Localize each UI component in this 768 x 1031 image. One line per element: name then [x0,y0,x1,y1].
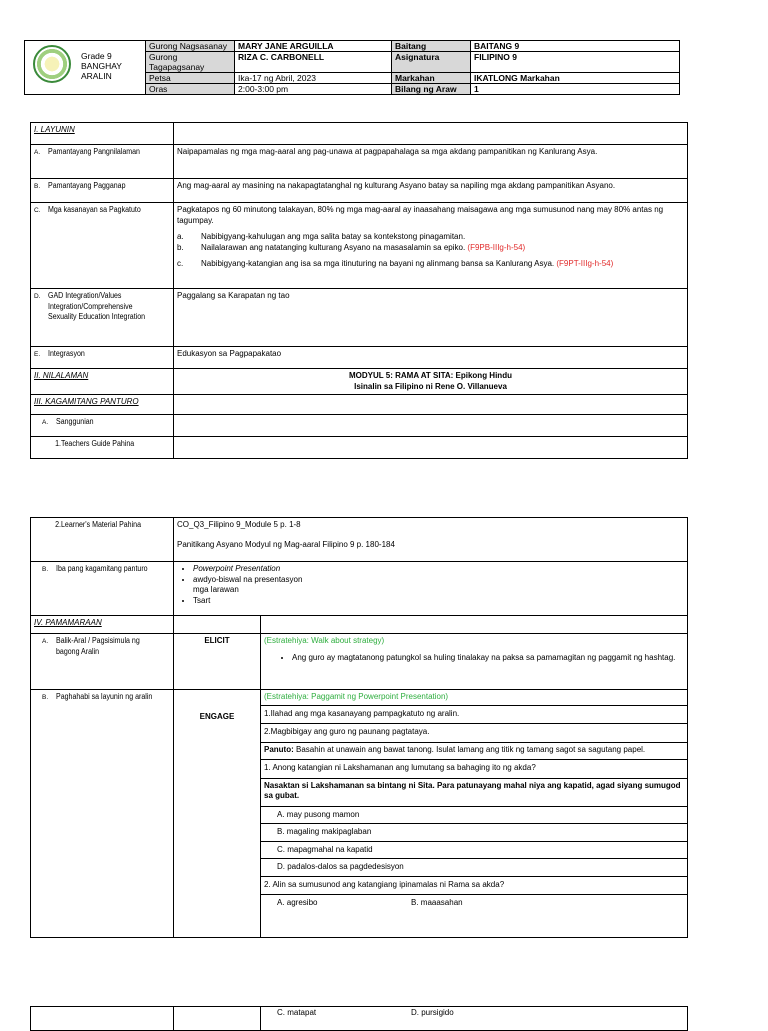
header-value: 1 [471,84,680,95]
row-content: CO_Q3_Filipino 9_Module 5 p. 1-8 Panitikang Asyano Modyul ng Mag-aaral Filipino 9 p. 180-184 [174,518,688,562]
section-heading: I. LAYUNIN [31,123,174,145]
lesson-header-table [24,40,680,95]
row-content: Pagkatapos ng 60 minutong talakayan, 80% ng mga mag-aaral ay inaasahang maisagawa ang mga sumusunod nang may 80% antas ng tagumpay. a. Nabibigyang-kahulugan ang mga salita batay sa kontekstong pinagamitan. b. Nailalarawan ang natatanging kulturang Asyano na masasalamin sa epiko. (F9PB-IIIg-h-54) c. Nabibigyang-katangian ang isa sa mga itinuturing na bayani ng alinmang bansa sa Kanlurang Asya. (F9PT-IIIg-h-54) [174,203,688,289]
question: 1. Anong katangian ni Lakshamanan ang lumutang sa bahaging ito ng akda? [261,760,687,779]
header-value: MARY JANE ARGUILLA [235,41,392,52]
phase-label: ENGAGE [174,690,261,938]
list-item: • Ang guro ay magtatanong patungkol sa huling tinalakay na paksa sa pamamagitan ng paggamit ng hashtag. [292,653,684,664]
question: 2. Alin sa sumusunod ang katangiang ipinamalas ni Rama sa akda? [261,877,687,896]
header-label: Markahan [392,73,471,84]
choice: C. matapat [277,1008,317,1017]
phase-label: ELICIT [174,634,261,690]
row-label: 2.Learner's Material Pahina [31,518,174,562]
row-label: A. Balik-Aral / Pagsisimula ng bagong Aralin [31,634,174,690]
row-content: Ang mag-aaral ay masining na nakapagtatanghal ng kulturang Asyano batay sa napiling mga akdang pampanitikan Asyano. [174,179,688,203]
header-value: BAITANG 9 [471,41,680,52]
procedure-table [30,517,688,938]
header-value: Ika-17 ng Abril, 2023 [235,73,392,84]
section-heading: IV. PAMAMARAAN [31,616,174,634]
instructions: Panuto: Basahin at unawain ang bawat tanong. Isulat lamang ang titik ng tamang sagot sa sagutang papel. [261,743,687,761]
choice: D. pursigido [411,1008,454,1017]
row-content: (Estratehiya: Paggamit ng Powerpoint Presentation) 1.Ilahad ang mga kasanayang pampagkatuto ng aralin. 2.Magbibigay ang guro ng paunang pagtataya. Panuto: Basahin at unawain ang bawat tanong. Isulat lamang ang titik ng tamang sagot sa sagutang papel. 1. Anong katangian ni Lakshamanan ang lumutang sa bahaging ito ng akda? Nasaktan si Lakshamanan sa bintang ni Sita. Para patunayang mahal niya ang kapatid, agad siyang sumugod sa gubat. A. may pusong mamon B. magaling makipaglaban C. mapagmahal na kapatid D. padalos-dalos sa pagdedesisyon 2. Alin sa sumusunod ang katangiang ipinamalas ni Rama sa akda? A. agresibo B. maaasahan [261,690,688,938]
choice-row [261,1007,688,1031]
row-label: E. Integrasyon [31,347,174,369]
header-label: Gurong Tagapagsanay [146,52,235,73]
header-label: Oras [146,84,235,95]
header-label: Bilang ng Araw [392,84,471,95]
choice: D. padalos-dalos sa pagdedesisyon [261,859,687,877]
row-content: (Estratehiya: Walk about strategy) • Ang guro ay magtatanong patungkol sa huling tinalakay na paksa sa pamamagitan ng paggamit ng hashtag. [261,634,688,690]
choice: B. maaasahan [411,898,463,907]
section-heading: II. NILALAMAN [31,369,174,395]
row-label: B. Pamantayang Pagganap [31,179,174,203]
choice: A. may pusong mamon [261,807,687,825]
row-label: B. Paghahabi sa layunin ng aralin [31,690,174,938]
module-title: MODYUL 5: RAMA AT SITA: Epikong Hindu Isinalin sa Filipino ni Rene O. Villanueva [174,369,688,395]
header-label: Baitang [392,41,471,52]
header-label: Petsa [146,73,235,84]
choice: B. magaling makipaglaban [261,824,687,842]
list-item: • Powerpoint Presentation [193,564,684,575]
header-label: Gurong Nagsasanay [146,41,235,52]
choice: C. mapagmahal na kapatid [261,842,687,860]
header-value: 2:00-3:00 pm [235,84,392,95]
continuation-table [30,1006,688,1031]
list-item: • Tsart [193,596,684,607]
header-value: RIZA C. CARBONELL [235,52,392,73]
list-item: • awdyo-biswal na presentasyon [193,575,684,586]
objectives-table [30,122,688,459]
header-logo-cell [25,41,146,95]
row-label: 1.Teachers Guide Pahina [31,437,174,459]
grade-title: Grade 9 BANGHAY ARALIN [81,51,122,81]
objective-b: b. Nailalarawan ang natatanging kulturang Asyano na masasalamin sa epiko. (F9PB-IIIg-h-54) [177,242,526,252]
objective-c: c. Nabibigyang-katangian ang isa sa mga itinuturing na bayani ng alinmang bansa sa Kanlurang Asya. (F9PT-IIIg-h-54) [177,259,614,268]
header-value: FILIPINO 9 [471,52,680,73]
row-content: Naipapamalas ng mga mag-aaral ang pag-unawa at pagpapahalaga sa mga akdang pampanitikan ng Kanlurang Asya. [174,145,688,179]
header-label: Asignatura [392,52,471,73]
row-label: A. Sanggunian [31,415,174,437]
row-label: A. Pamantayang Pangnilalaman [31,145,174,179]
list-item: mga larawan [193,585,239,594]
choice-row [261,895,687,911]
row-content: Paggalang sa Karapatan ng tao [174,289,688,347]
section-heading: III. KAGAMITANG PANTURO [31,395,174,415]
row-content: Edukasyon sa Pagpapakatao [174,347,688,369]
school-seal-icon [33,45,71,83]
row-content [174,562,688,616]
row-label: B. Iba pang kagamitang panturo [31,562,174,616]
choice: A. agresibo [277,898,318,907]
row-label: C. Mga kasanayan sa Pagkatuto [31,203,174,289]
header-value: IKATLONG Markahan [471,73,680,84]
row-label: D. GAD Integration/Values Integration/Comprehensive Sexuality Education Integration [31,289,174,347]
materials-list [177,564,684,606]
objective-a: a. Nabibigyang-kahulugan ang mga salita batay sa kontekstong pinagamitan. [177,232,466,241]
quote: Nasaktan si Lakshamanan sa bintang ni Sita. Para patunayang mahal niya ang kapatid, agad siyang sumugod sa gubat. [261,779,687,807]
